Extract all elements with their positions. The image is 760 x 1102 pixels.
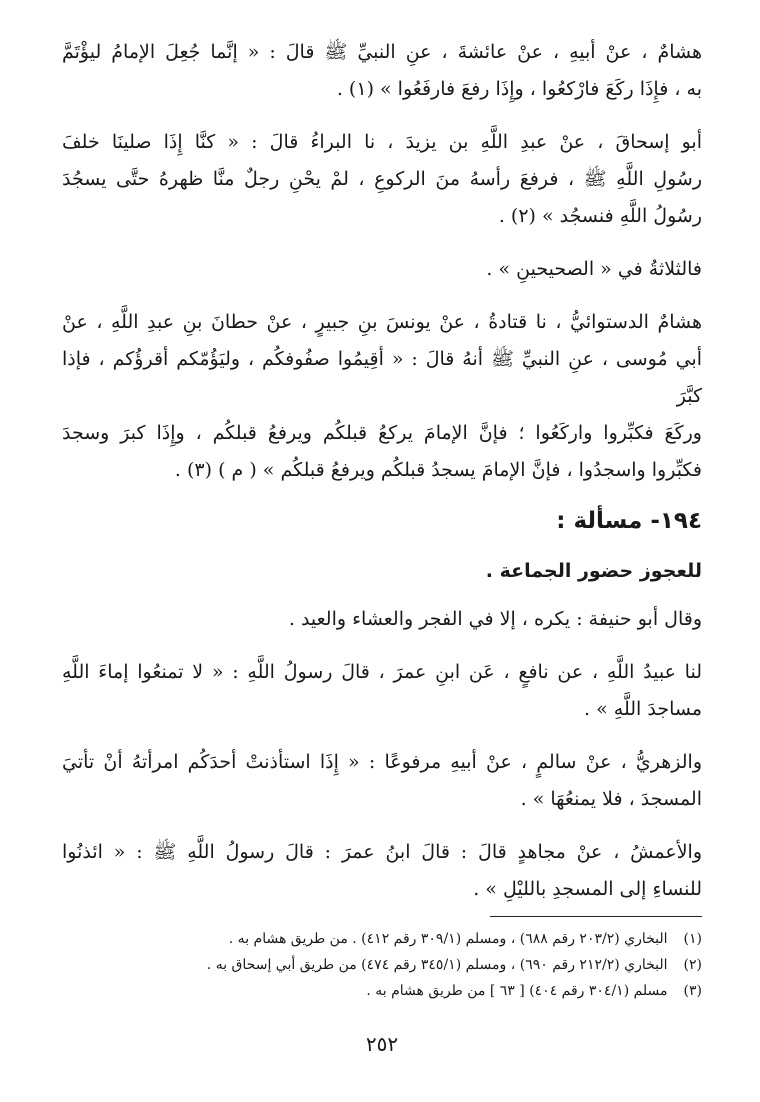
text-line: فكبِّروا واسجدُوا ، فإنَّ الإمامَ يسجدُ قبلكُم ويرفعُ قبلكُم » ( م ) (٣) . — [174, 459, 702, 481]
footnote-number: (٣) — [683, 983, 702, 999]
paragraph-abu-hanifa — [62, 601, 702, 638]
text-line: لنا عبيدُ اللَّهِ ، عن نافعٍ ، عَن ابنِ عمرَ ، قالَ رسولُ اللَّهِ : « لا تمنعُوا إماءَ اللَّهِ — [62, 661, 702, 683]
paragraph-abu-ishaq — [62, 124, 702, 235]
text-line: والزهريُّ ، عنْ سالمٍ ، عنْ أبيهِ مرفوعًا : « إِذَا استأذنتْ أحدَكُم امرأتهُ أنْ تأتيَ — [62, 751, 702, 773]
text-line: هشامٌ ، عنْ أبيهِ ، عنْ عائشةَ ، عنِ النبيِّ ﷺ قالَ : « إنَّما جُعِلَ الإمامُ ليؤْتَمَّ — [62, 41, 702, 63]
text-line: مساجدَ اللَّهِ » . — [584, 698, 702, 720]
text-line: أبو إسحاقَ ، عنْ عبدِ اللَّهِ بن يزيدَ ، نا البراءُ قالَ : « كنَّا إِذَا صلينَا خلفَ — [62, 131, 702, 153]
page-number: ٢٥٢ — [365, 1032, 399, 1056]
text-line: والأعمشُ ، عنْ مجاهدٍ قالَ : قالَ ابنُ عمرَ : قالَ رسولُ اللَّهِ ﷺ : « ائذنُوا — [62, 841, 702, 863]
footnote-text: البخاري (٢١٢/٢ رقم ٦٩٠) ، ومسلم (٣٤٥/١ رقم ٤٧٤) من طريق أبي إسحاق به . — [206, 957, 668, 973]
paragraph-amash — [62, 834, 702, 908]
section-heading: ١٩٤- مسألة : — [556, 508, 702, 534]
footnote-item — [62, 926, 702, 952]
footnote-divider — [490, 916, 702, 917]
footnote-text: مسلم (٣٠٤/١ رقم ٤٠٤) [ ٦٣ ] من طريق هشام به . — [366, 983, 668, 999]
book-page — [62, 34, 702, 1074]
paragraph-hisham-aisha — [62, 34, 702, 108]
paragraph-hisham-dastawai — [62, 304, 702, 489]
text-line: به ، فإِذَا ركَعَ فارْكعُوا ، وإِذَا رفعَ فارفَعُوا » (١) . — [336, 78, 702, 100]
text-line: رسُولُ اللَّهِ فنسجُد » (٢) . — [498, 205, 702, 227]
text-line: رسُولِ اللَّهِ ﷺ ، فرفعَ رأسهُ منَ الركوعِ ، لمْ يحْنِ رجلٌ منَّا ظهرهُ حتَّى يسجُدَ — [62, 168, 702, 190]
paragraph-ubaydullah — [62, 654, 702, 728]
footnote-item — [62, 952, 702, 978]
text-line: المسجدَ ، فلا يمنعُهَا » . — [520, 788, 702, 810]
text-line: أبي مُوسى ، عنِ النبيِّ ﷺ أنهُ قالَ : « أقِيمُوا صفُوفكُم ، وليَؤُمّكم أقرؤُكم ، فإذا كبَّرَ — [62, 348, 702, 407]
paragraph-sahihayn — [62, 251, 702, 288]
text-line: هشامٌ الدستوائيُّ ، نا قتادةُ ، عنْ يونسَ بنِ جبيرٍ ، عنْ حطانَ بنِ عبدِ اللَّهِ ، عنْ — [62, 311, 702, 333]
footnotes — [62, 926, 702, 1004]
text-line: فالثلاثةُ في « الصحيحينِ » . — [486, 258, 702, 280]
footnote-item — [62, 978, 702, 1004]
section-subheading: للعجوز حضور الجماعة . — [485, 560, 702, 582]
footnote-text: البخاري (٢٠٣/٢ رقم ٦٨٨) ، ومسلم (٣٠٩/١ رقم ٤١٢) . من طريق هشام به . — [228, 931, 668, 947]
text-line: للنساءِ إلى المسجدِ بالليْلِ » . — [473, 878, 702, 900]
paragraph-zuhri — [62, 744, 702, 818]
text-line: وقال أبو حنيفة : يكره ، إلا في الفجر والعشاء والعيد . — [288, 608, 702, 630]
text-line: وركَعَ فكبِّروا واركَعُوا ؛ فإنَّ الإمامَ يركعُ قبلكُم ويرفعُ قبلكُم ، وإِذَا كبرَ وسجدَ — [62, 422, 702, 444]
footnote-number: (١) — [683, 931, 702, 947]
footnote-number: (٢) — [683, 957, 702, 973]
